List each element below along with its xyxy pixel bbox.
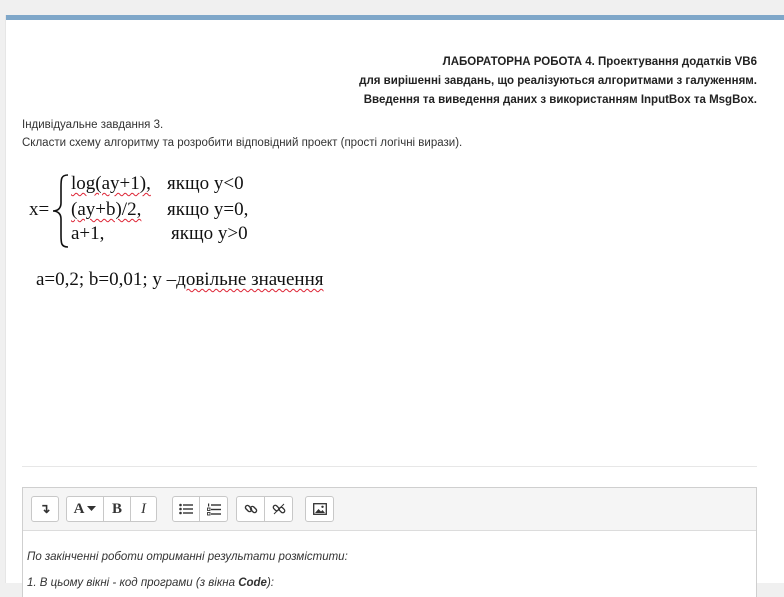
italic-button[interactable]: I [141,500,146,517]
section-divider [22,466,757,467]
heading-line-3: Введення та виведення даних з використанням InputBox та MsgBox. [363,94,757,106]
toolbar-group-text [66,496,157,522]
parameter-values [36,269,324,291]
task-description: Скласти схему алгоритму та розробити відповідний проект (прості логічні вирази). [22,137,463,149]
font-style-button[interactable] [67,497,104,521]
insert-image-button[interactable] [306,497,333,521]
formula-lhs: x= [29,199,50,220]
insert-link-button[interactable] [237,497,265,521]
case-3-expression: a+1, [71,223,105,244]
content-line-1: По закінченні роботи отриманні результати розмістити: [27,551,348,563]
ordered-list-button[interactable] [200,497,227,521]
task-card [5,15,784,589]
formula-case-3 [71,223,248,245]
task-title: Індивідуальне завдання 3. [22,119,164,131]
heading-line-1: ЛАБОРАТОРНА РОБОТА 4. Проектування додатків VB6 [442,56,757,68]
toolbar-group-expand [31,496,59,522]
case-1-condition: якщо y<0 [167,173,244,194]
toolbar-group-media [305,496,334,522]
parameter-list: a=0,2; b=0,01; y – [36,269,177,290]
left-brace-icon [51,173,71,249]
case-2-expression: (ay+b)/2, [71,199,142,220]
case-1-expression: log(ay+1), [71,173,151,194]
formula-case-1 [71,173,244,195]
case-2-condition: якщо y=0, [167,199,249,220]
parameter-note: довільне значення [176,269,324,290]
answer-editor [22,487,757,597]
image-icon [313,503,327,515]
numbered-list-icon [207,503,221,516]
unlink-icon [272,502,286,516]
content-line-2-suffix: ): [266,577,274,589]
piecewise-formula [28,172,328,252]
case-3-condition: якщо y>0 [171,223,248,244]
content-line-2-prefix: 1. В цьому вікні - код програми (з вікна [27,577,239,589]
content-line-2-code: Code [238,577,267,589]
bullet-list-icon [179,503,193,515]
expand-toolbar-button[interactable]: ↴ [39,501,51,516]
heading-line-2: для вирішенні завдань, що реалізуються алгоритмами з галуженням. [359,75,757,87]
editor-content[interactable] [23,531,756,596]
toolbar-group-lists [172,496,228,522]
font-style-label: A [73,500,85,517]
caret-down-icon [87,506,96,512]
editor-toolbar [23,488,756,531]
task-intro [22,116,462,152]
content-line-2 [27,570,752,596]
bold-button[interactable]: B [104,497,131,521]
top-accent-bar [6,15,784,20]
unordered-list-button[interactable] [173,497,200,521]
toolbar-group-links [236,496,293,522]
formula-case-2 [71,199,249,221]
remove-link-button[interactable] [265,497,292,521]
lab-heading [359,53,757,110]
link-icon [244,502,258,516]
